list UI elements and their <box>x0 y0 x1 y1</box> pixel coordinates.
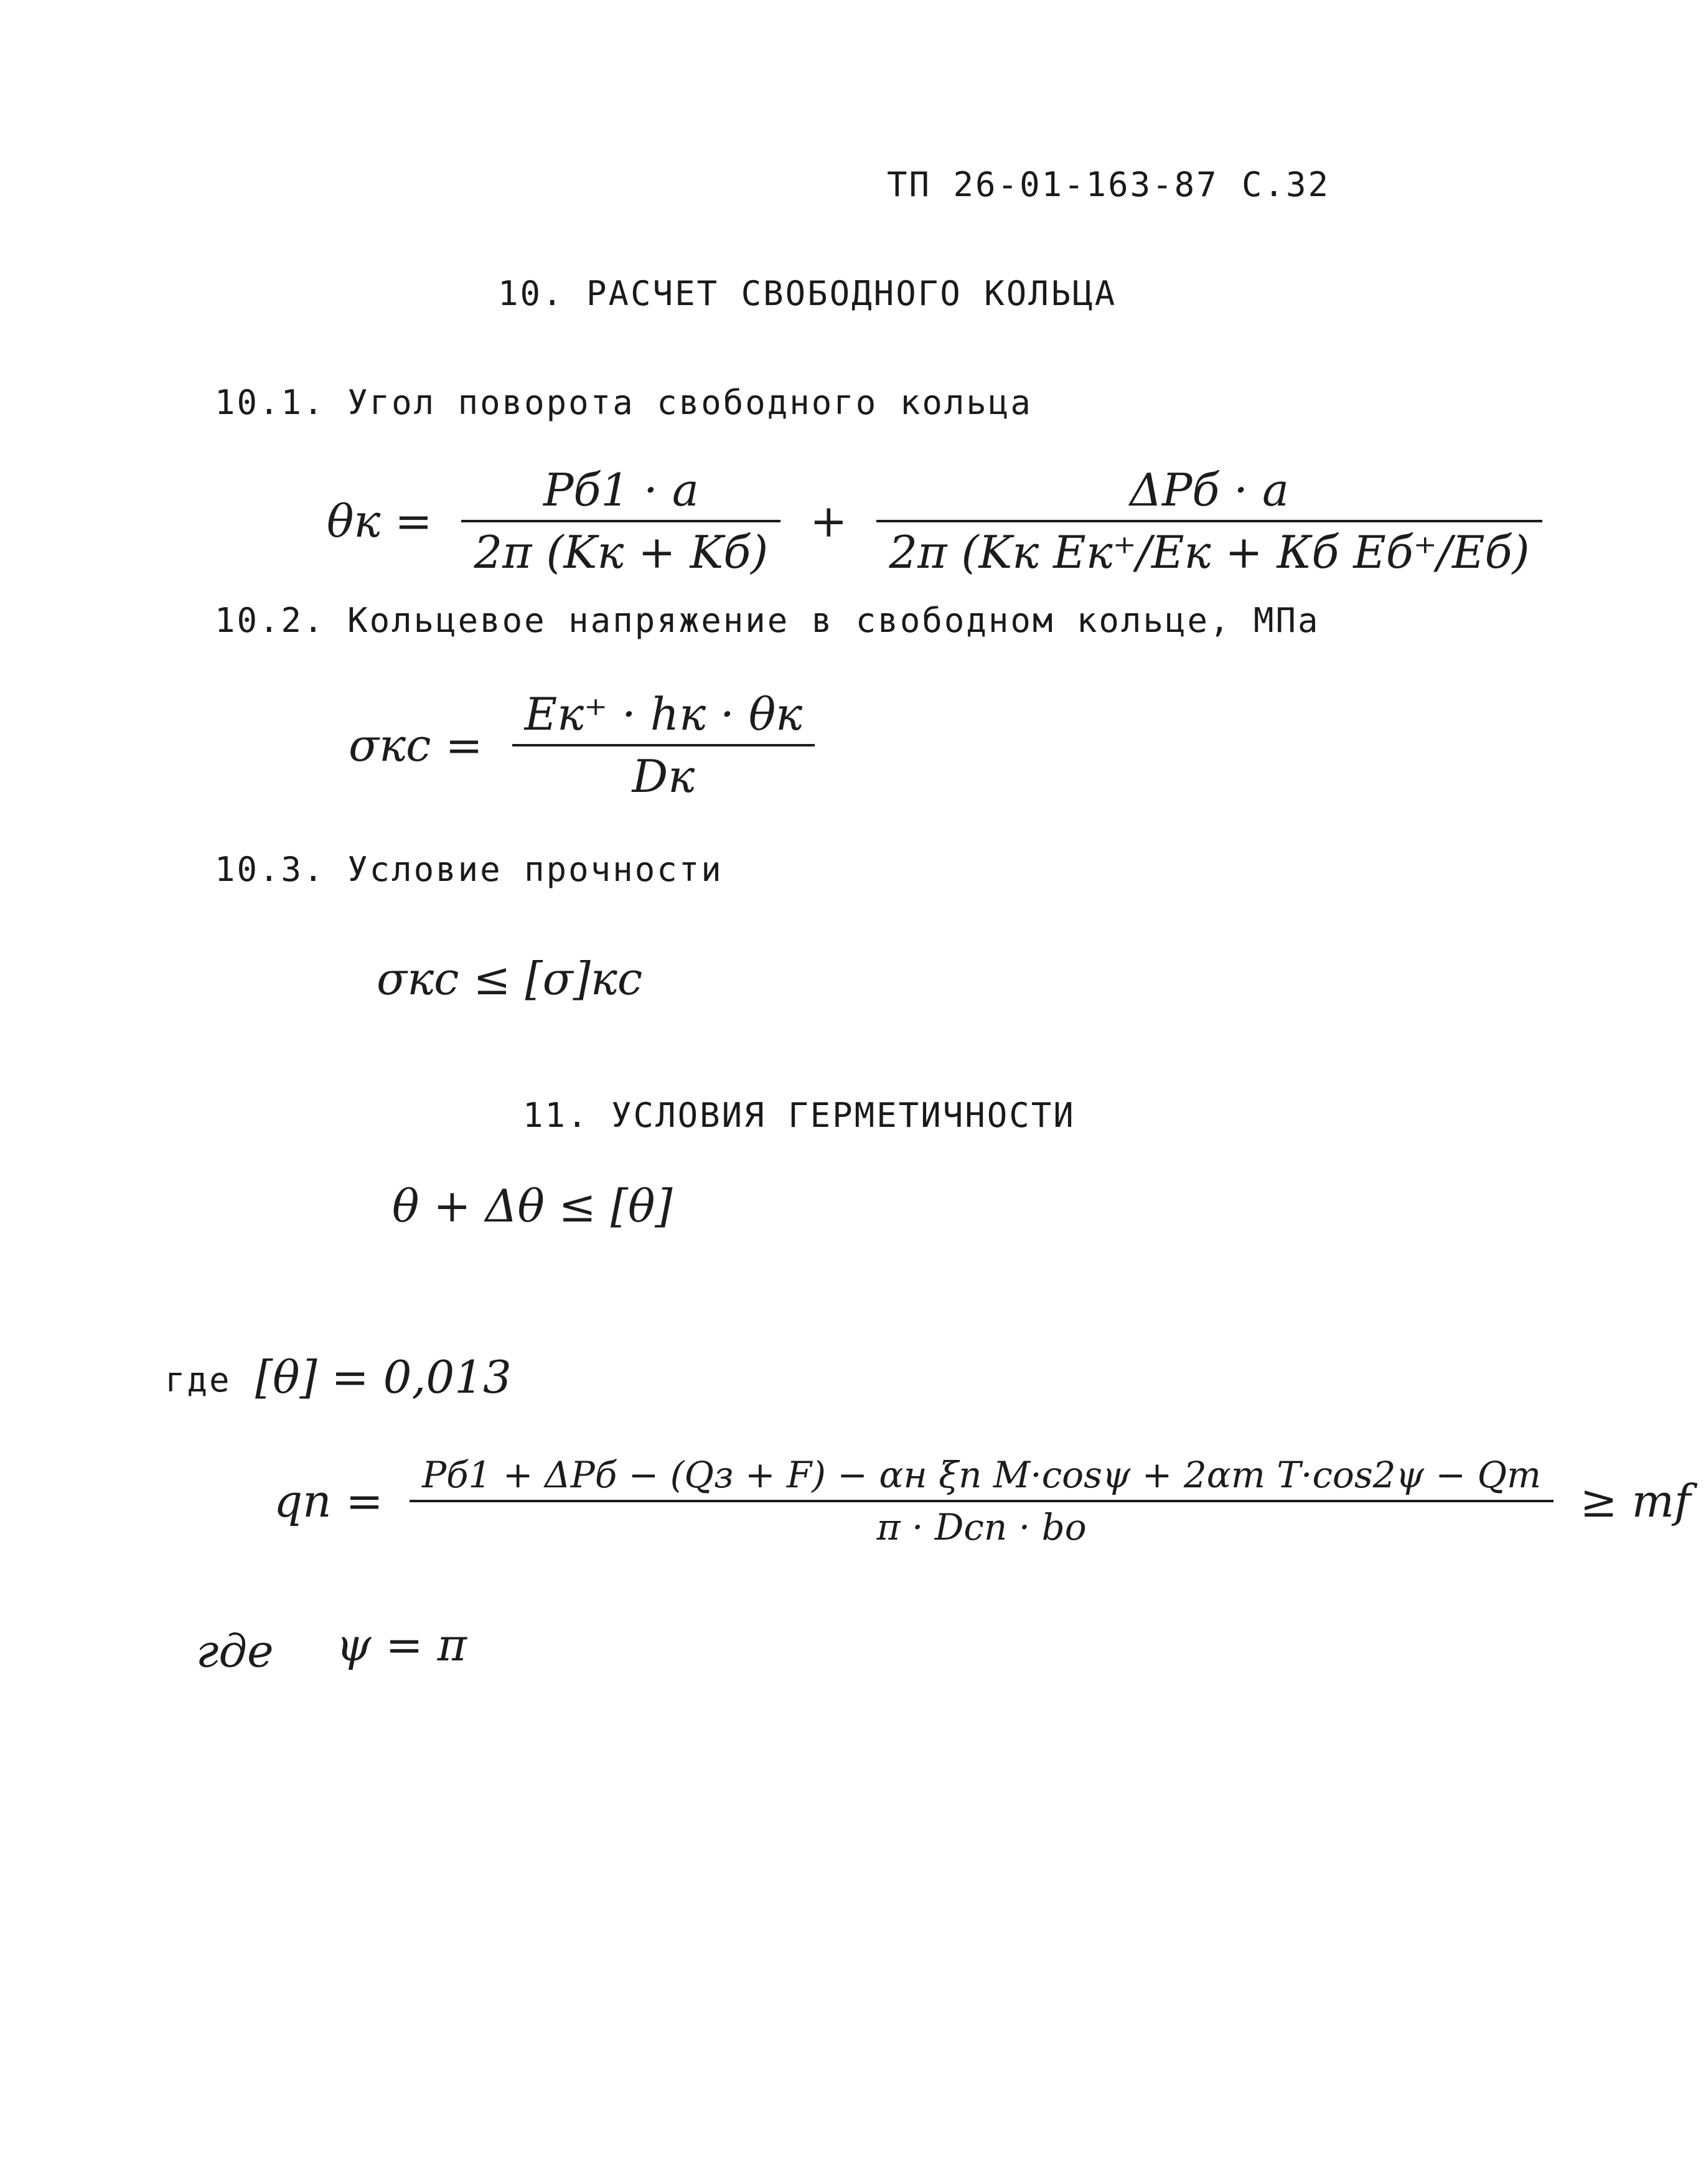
where2-value: ψ = π <box>336 1619 467 1671</box>
formula-ring-rotation-angle <box>327 464 1542 578</box>
item-10-2: 10.2. Кольцевое напряжение в свободном кольце, МПа <box>215 601 1320 640</box>
formula2-denominator: Dк <box>632 750 695 803</box>
where2-label: где <box>196 1625 274 1677</box>
formula-gasket-pressure <box>274 1454 1706 1548</box>
section-10-title: 10. РАСЧЕТ СВОБОДНОГО КОЛЬЦА <box>498 274 1117 313</box>
where-label: где <box>165 1360 232 1400</box>
formula1-term2-numerator: ΔPб · a <box>876 464 1542 522</box>
formula1-term2-denominator: 2π (Kк Ек⁺/Ек + Кб Еб⁺/Еб) <box>889 526 1530 578</box>
section-11-title: 11. УСЛОВИЯ ГЕРМЕТИЧНОСТИ <box>523 1096 1076 1135</box>
formula-strength-condition: σкс ≤ [σ]кс <box>377 953 643 1005</box>
item-10-3: 10.3. Условие прочности <box>215 850 723 889</box>
page-number: С.32 <box>1242 165 1331 204</box>
formula1-plus: + <box>810 495 848 547</box>
formula-tightness-condition: θ + Δθ ≤ [θ] <box>392 1180 673 1232</box>
formula4-numerator: Pб1 + ΔPб − (Qз + F) − αн ξп M·cosψ + 2αт T·cos2ψ − Qт <box>410 1454 1554 1502</box>
formula1-term2 <box>876 464 1542 578</box>
formula1-term1 <box>461 464 780 578</box>
formula1-lhs: θк = <box>327 495 433 547</box>
formula4-rhs: ≥ mf <box>1580 1475 1691 1527</box>
formula4-denominator: π · Dсп · bо <box>876 1506 1087 1548</box>
formula-ring-stress <box>349 688 815 803</box>
formula2-numerator: Ек⁺ · hк · θк <box>512 688 815 746</box>
formula4-fraction <box>410 1454 1554 1548</box>
item-10-1: 10.1. Угол поворота свободного кольца <box>215 383 1033 422</box>
formula4-lhs: qп = <box>274 1475 383 1527</box>
formula1-term1-numerator: Pб1 · a <box>461 464 780 522</box>
formula2-fraction <box>512 688 815 803</box>
document-code: ТП 26-01-163-87 <box>887 165 1219 204</box>
formula2-lhs: σкс = <box>349 719 483 771</box>
formula1-term1-denominator: 2π (Kк + Kб) <box>474 526 769 578</box>
where-value: [θ] = 0,013 <box>255 1351 512 1403</box>
